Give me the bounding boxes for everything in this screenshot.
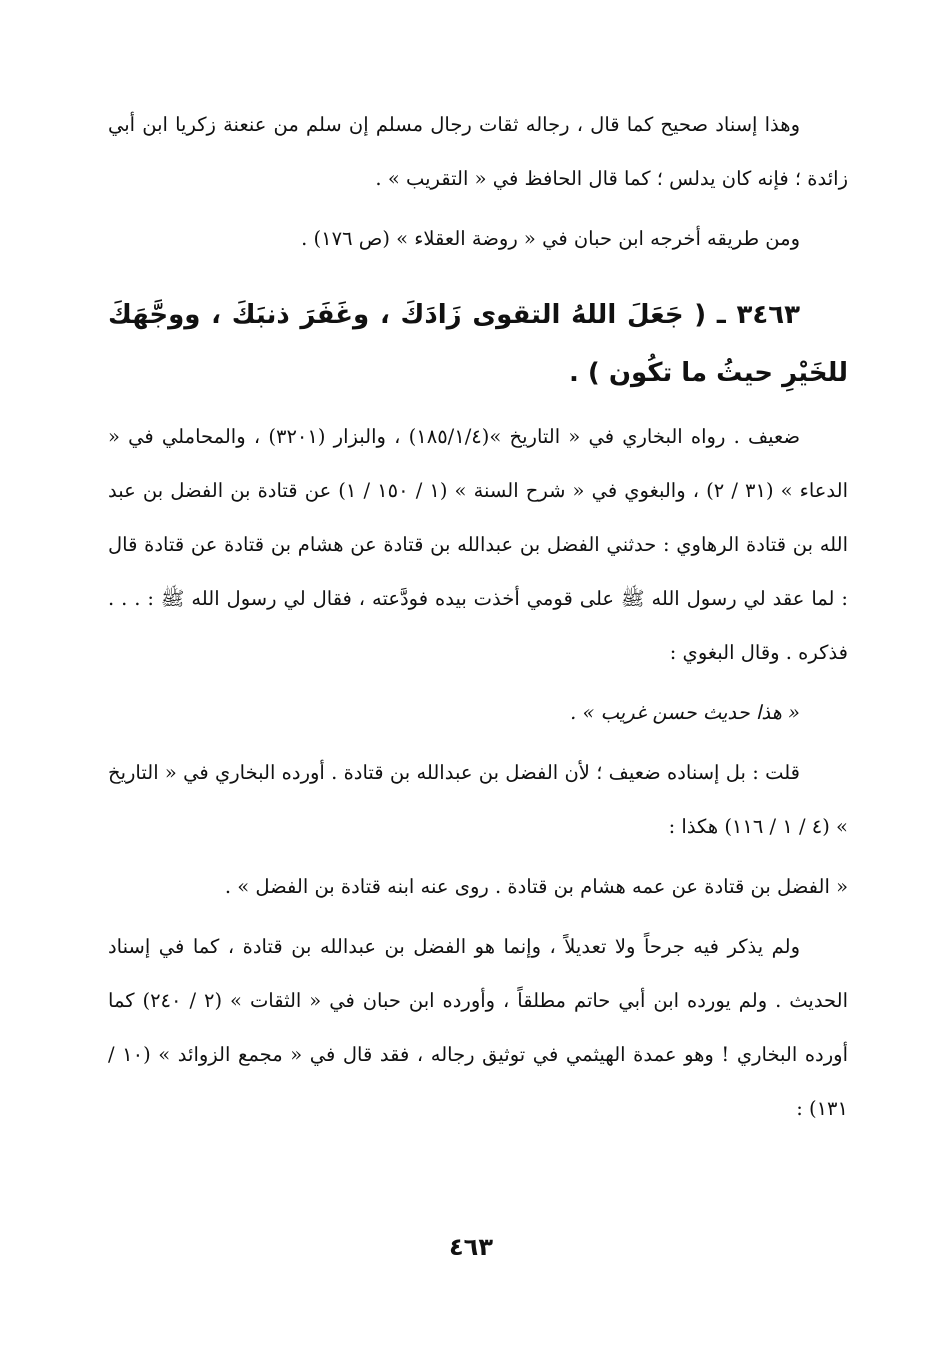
paragraph-qultu: قلت : بل إسناده ضعيف ؛ لأن الفضل بن عبدالله بن قتادة . أورده البخاري في « التاريخ » (٤ / ١ / ١١٦) هكذا : [108,761,848,838]
page-number: ٤٦٣ [449,1233,493,1261]
quote-baghawi: « هذا حديث حسن غريب » . [570,701,800,724]
hadith-heading: ٣٤٦٣ ـ ( جَعَلَ اللهُ التقوى زَادَكَ ، وغَفَرَ ذنبَكَ ، ووجَّهَكَ للخَيْرِ حيثُ ما تكُون ) . [108,300,848,388]
paragraph-takhrij: ضعيف . رواه البخاري في « التاريخ »(١٨٥/١/٤) ، والبزار (٣٢٠١) ، والمحاملي في « الدعاء » (٣١ / ٢) ، والبغوي في « شرح السنة » (١ / ١٥٠ / ١) عن قتادة بن الفضل بن عبد الله بن قتادة الرهاوي : حدثني الفضل بن عبدالله بن قتادة عن هشام بن قتادة عن قتادة قال : لما عقد لي رسول الله ﷺ على قومي أخذت بيده فودَّعته ، فقال لي رسول الله ﷺ : . . . فذكره . وقال البغوي : [108,425,849,664]
paragraph-jarh-tadil: ولم يذكر فيه جرحاً ولا تعديلاً ، وإنما هو الفضل بن عبدالله بن قتادة ، كما في إسناد الحديث . ولم يورده ابن أبي حاتم مطلقاً ، وأورده ابن حبان في « الثقات » (٢ / ٢٤٠) كما أورده البخاري ! وهو عمدة الهيثمي في توثيق رجاله ، فقد قال في « مجمع الزوائد » (١٠ / ١٣١) : [108,935,849,1120]
paragraph-ibn-hibban: ومن طريقه أخرجه ابن حبان في « روضة العقلاء » (ص ١٧٦) . [301,227,800,250]
quote-bukhari-tarikh: « الفضل بن قتادة عن عمه هشام بن قتادة . روى عنه ابنه قتادة بن الفضل » . [224,875,848,898]
paragraph-isnad-sahih: وهذا إسناد صحيح كما قال ، رجاله ثقات رجال مسلم إن سلم من عنعنة زكريا ابن أبي زائدة ؛ فإنه كان يدلس ؛ كما قال الحافظ في « التقريب » . [108,113,848,190]
document-page [108,98,848,1136]
